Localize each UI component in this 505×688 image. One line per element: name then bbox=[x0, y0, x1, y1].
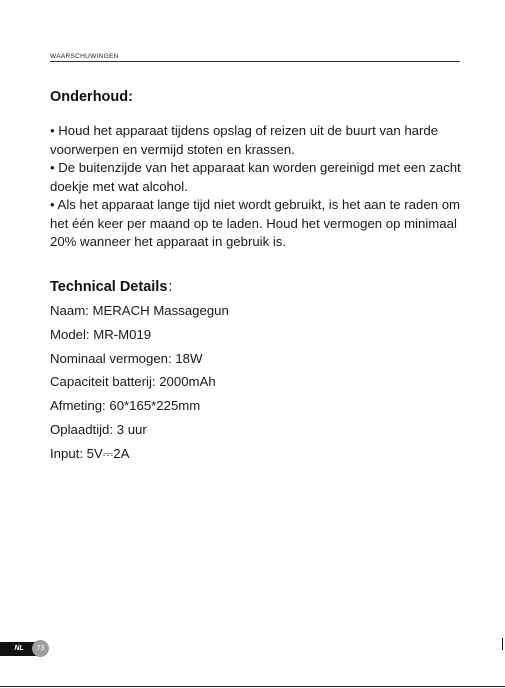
maintenance-bullet: • Houd het apparaat tijdens opslag of reizen uit de buurt van harde voorwerpen en vermijd stoten en krassen. bbox=[50, 123, 439, 157]
spec-battery-capacity: Capaciteit batterij: 2000mAh bbox=[50, 374, 216, 390]
technical-details-list bbox=[50, 302, 229, 469]
bottom-divider bbox=[0, 686, 505, 687]
maintenance-bullet: • Als het apparaat lange tijd niet wordt gebruikt, is het aan te raden om het één keer per maand op te laden. Houd het vermogen op minimaal 20% wanneer het apparaat in gebruik is. bbox=[50, 197, 461, 249]
section-header-label: WAARSCHUWINGEN bbox=[50, 53, 119, 60]
spec-name: Naam: MERACH Massagegun bbox=[50, 303, 229, 318]
spec-rated-power: Nominaal vermogen: 18W bbox=[50, 350, 203, 366]
header-divider bbox=[50, 61, 460, 62]
maintenance-heading: Onderhoud: bbox=[50, 89, 133, 105]
maintenance-text bbox=[50, 122, 465, 252]
technical-details-heading bbox=[50, 279, 172, 295]
page-number: 73 bbox=[32, 640, 49, 657]
technical-details-colon: : bbox=[168, 279, 173, 295]
spec-charging-time: Oplaadtijd: 3 uur bbox=[50, 421, 147, 437]
spec-model: Model: MR-M019 bbox=[50, 326, 152, 342]
page-footer-badge bbox=[0, 640, 49, 657]
spec-dimensions: Afmeting: 60*165*225mm bbox=[50, 398, 201, 414]
technical-details-title: Technical Details bbox=[50, 279, 168, 295]
margin-tick-mark bbox=[502, 638, 503, 650]
maintenance-bullet: • De buitenzijde van het apparaat kan worden gereinigd met een zacht doekje met wat alcohol. bbox=[50, 160, 461, 194]
spec-input: Input: 5V⎓2A bbox=[50, 445, 130, 461]
language-tab: NL bbox=[0, 642, 36, 656]
